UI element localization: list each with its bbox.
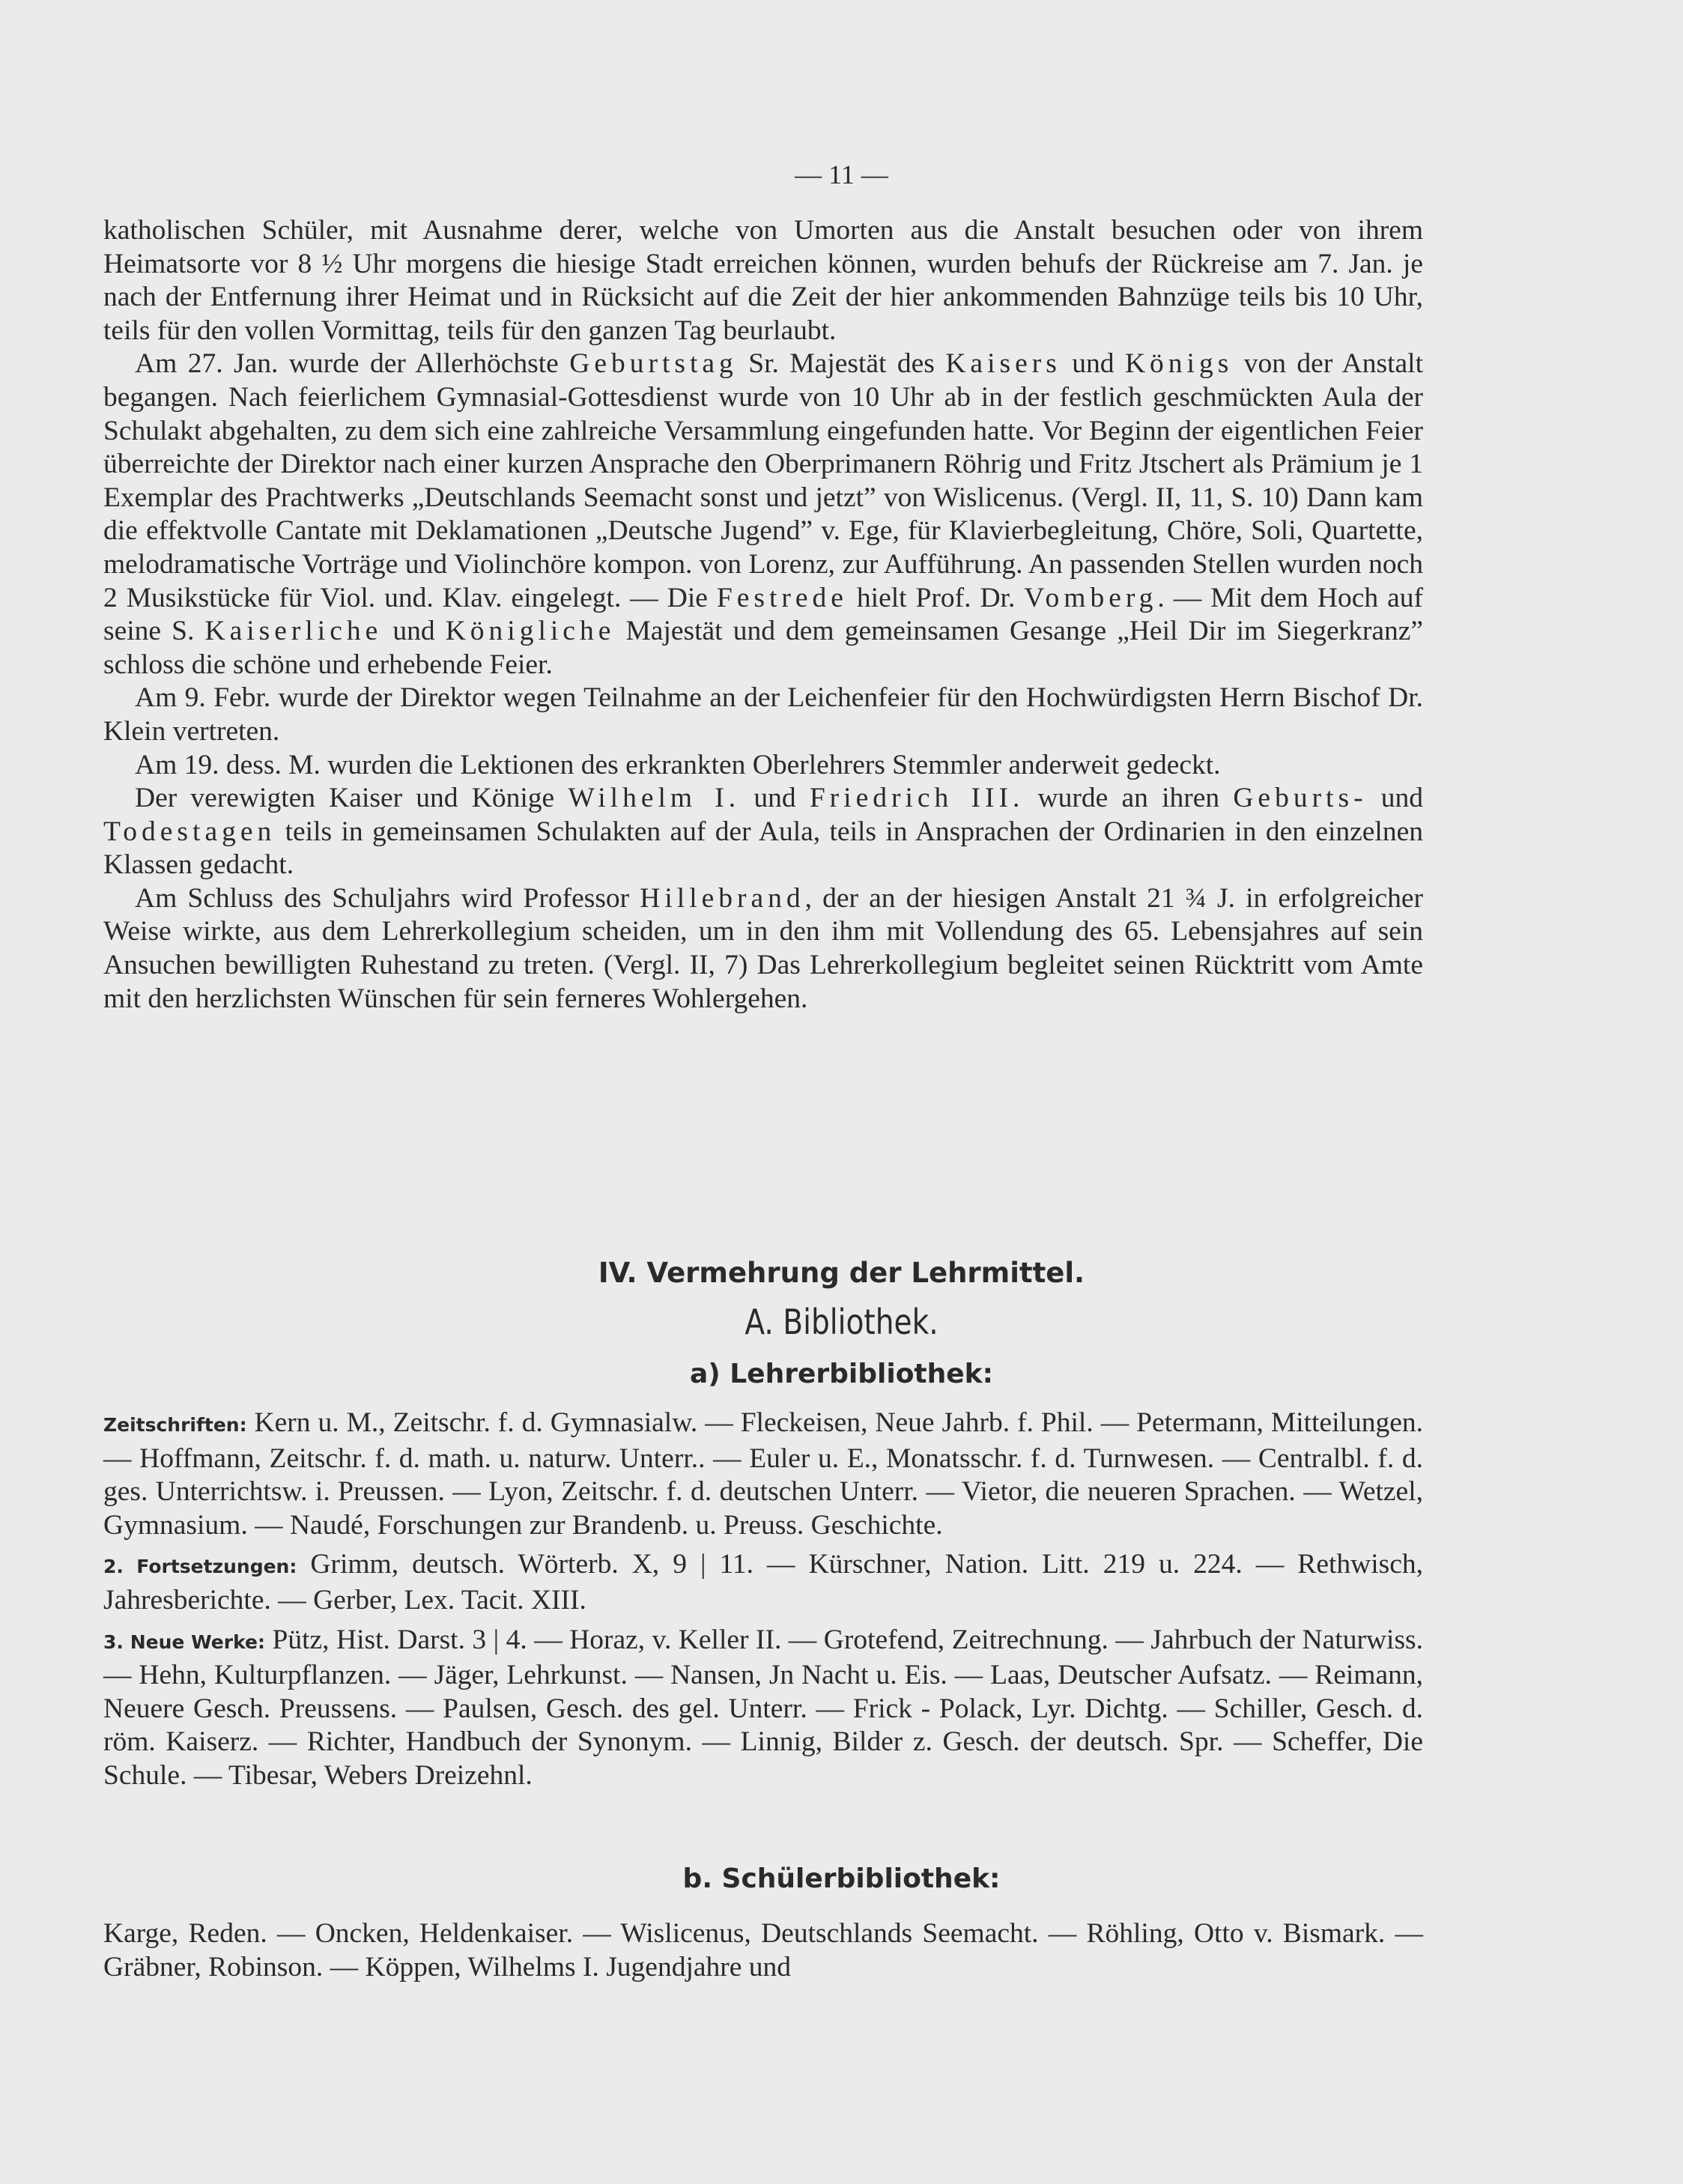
entry-label: Zeitschriften: (103, 1414, 247, 1436)
paragraph-2: Am 27. Jan. wurde der Allerhöchste Geburtstag Sr. Majestät des Kaisers und Königs von der Anstalt begangen. Nach feierlichem Gymnasial-Gottesdienst wurde von 10 Uhr ab in der festlich geschmückten Aula der Schulakt abgehalten, zu dem sich eine zahlreiche Versammlung eingefunden hatte. Vor Beginn der eigentlichen Feier überreichte der Direktor nach einer kurzen Ansprache den Oberprimanern Röhrig und Fritz Jtschert als Prämium je 1 Exemplar des Prachtwerks „Deutschlands Seemacht sonst und jetzt” von Wislicenus. (Vergl. II, 11, S. 10) Dann kam die effektvolle Cantate mit Deklamationen „Deutsche Jugend” v. Ege, für Klavierbegleitung, Chöre, Soli, Quartette, melodramatische Vorträge und Violinchöre kompon. von Lorenz, zur Aufführung. An passenden Stellen wurden noch 2 Musikstücke für Viol. und. Klav. eingelegt. — Die Festrede hielt Prof. Dr. Vomberg. — Mit dem Hoch auf seine S. Kaiserliche und Königliche Majestät und dem gemeinsamen Gesange „Heil Dir im Siegerkranz” schloss die schöne und erhebende Feier. (103, 348, 1424, 680)
page-number: — 11 — (795, 160, 888, 189)
paragraph-5: Der verewigten Kaiser und Könige Wilhelm I. und Friedrich III. wurde an ihren Geburts- und Todestagen teils in gemeinsamen Schulakten auf der Aula, teils in Ansprachen der Ordinarien in den einzelnen Klassen gedacht. (103, 783, 1424, 881)
spaced-emphasis: Königliche (445, 616, 616, 647)
subsection-heading: A. Bibliothek. (745, 1302, 938, 1342)
spaced-emphasis: Friedrich III. (809, 783, 1025, 814)
teacher-library-heading: a) Lehrerbibliothek: (689, 1359, 994, 1389)
new-works-entry: 3. Neue Werke: Pütz, Hist. Darst. 3 | 4. — Horaz, v. Keller II. — Grotefend, Zeitrechnung. — Jahrbuch der Naturwiss. — Hehn, Kulturpflanzen. — Jäger, Lehrkunst. — Nansen, Jn Nacht u. Eis. — Laas, Deutscher Aufsatz. — Reimann, Neuere Gesch. Preussens. — Paulsen, Gesch. des gel. Unterr. — Frick - Polack, Lyr. Dichtg. — Schiller, Gesch. d. röm. Kaiserz. — Richter, Handbuch der Synonym. — Linnig, Bilder z. Gesch. der deutsch. Spr. — Scheffer, Die Schule. — Tibesar, Webers Dreizehnl. (103, 1624, 1424, 1791)
spaced-emphasis: Festrede (716, 582, 848, 613)
spaced-emphasis: Hillebrand (640, 882, 805, 914)
paragraph-3: Am 9. Febr. wurde der Direktor wegen Teilnahme an der Leichenfeier für den Hochwürdigsten Herrn Bischof Dr. Klein vertreten. (103, 682, 1423, 747)
section-heading: IV. Vermehrung der Lehrmittel. (598, 1257, 1085, 1289)
body-text (103, 214, 1423, 1016)
student-library-heading: b. Schülerbibliothek: (682, 1863, 1001, 1894)
teacher-library-list (103, 1407, 1423, 1793)
spaced-emphasis: Geburts- (1233, 783, 1368, 814)
entry-label: 3. Neue Werke: (103, 1631, 266, 1653)
student-library-list (103, 1917, 1423, 1984)
continuations-entry: 2. Fortsetzungen: Grimm, deutsch. Wörterb. X, 9 | 11. — Kürschner, Nation. Litt. 219 u. 224. — Rethwisch, Jahresberichte. — Gerber, Lex. Tacit. XIII. (103, 1549, 1423, 1616)
spaced-emphasis: Kaisers (945, 348, 1061, 380)
entry-label: 2. Fortsetzungen: (103, 1556, 297, 1578)
periodicals-entry: Zeitschriften: Kern u. M., Zeitschr. f. d. Gymnasialw. — Fleckeisen, Neue Jahrb. f. Phil. — Petermann, Mitteilungen. — Hoffmann, Zeitschr. f. d. math. u. naturw. Unterr.. — Euler u. E., Monatsschr. f. d. Turnwesen. — Centralbl. f. d. ges. Unterrichtsw. i. Preussen. — Lyon, Zeitschr. f. d. deutschen Unterr. — Vietor, die neueren Sprachen. — Wetzel, Gymnasium. — Naudé, Forschungen zur Brandenb. u. Preuss. Geschichte. (103, 1407, 1423, 1541)
spaced-emphasis: Geburtstag (569, 348, 738, 380)
paragraph-6: Am Schluss des Schuljahrs wird Professor Hillebrand, der an der hiesigen Anstalt 21 ¾ J. in erfolgreicher Weise wirkte, aus dem Lehrerkollegium scheiden, um in den ihm mit Vollendung des 65. Lebensjahres auf sein Ansuchen bewilligten Ruhestand zu treten. (Vergl. II, 7) Das Lehrerkollegium begleitet seinen Rücktritt vom Amte mit den herzlichsten Wünschen für sein ferneres Wohlergehen. (103, 882, 1424, 1014)
paragraph-1: katholischen Schüler, mit Ausnahme derer, welche von Umorten aus die Anstalt besuchen oder von ihrem Heimatsorte vor 8 ½ Uhr morgens die hiesige Stadt erreichen können, wurden behufs der Rückreise am 7. Jan. je nach der Entfernung ihrer Heimat und in Rücksicht auf die Zeit der hier ankommenden Bahnzüge teils bis 10 Uhr, teils für den vollen Vormittag, teils für den ganzen Tag beurlaubt. (103, 215, 1423, 346)
paragraph-4: Am 19. dess. M. wurden die Lektionen des erkrankten Oberlehrers Stemmler anderweit gedeckt. (135, 749, 1221, 780)
spaced-emphasis: Vomberg (1024, 582, 1158, 613)
spaced-emphasis: Kaiserliche (204, 616, 383, 647)
spaced-emphasis: Todestagen (103, 816, 276, 847)
spaced-emphasis: Königs (1124, 348, 1234, 380)
student-library-text: Karge, Reden. — Oncken, Heldenkaiser. — Wislicenus, Deutschlands Seemacht. — Röhling, Otto v. Bismark. — Gräbner, Robinson. — Köppen, Wilhelms I. Jugendjahre und (103, 1918, 1423, 1983)
spaced-emphasis: Wilhelm I. (568, 783, 741, 814)
